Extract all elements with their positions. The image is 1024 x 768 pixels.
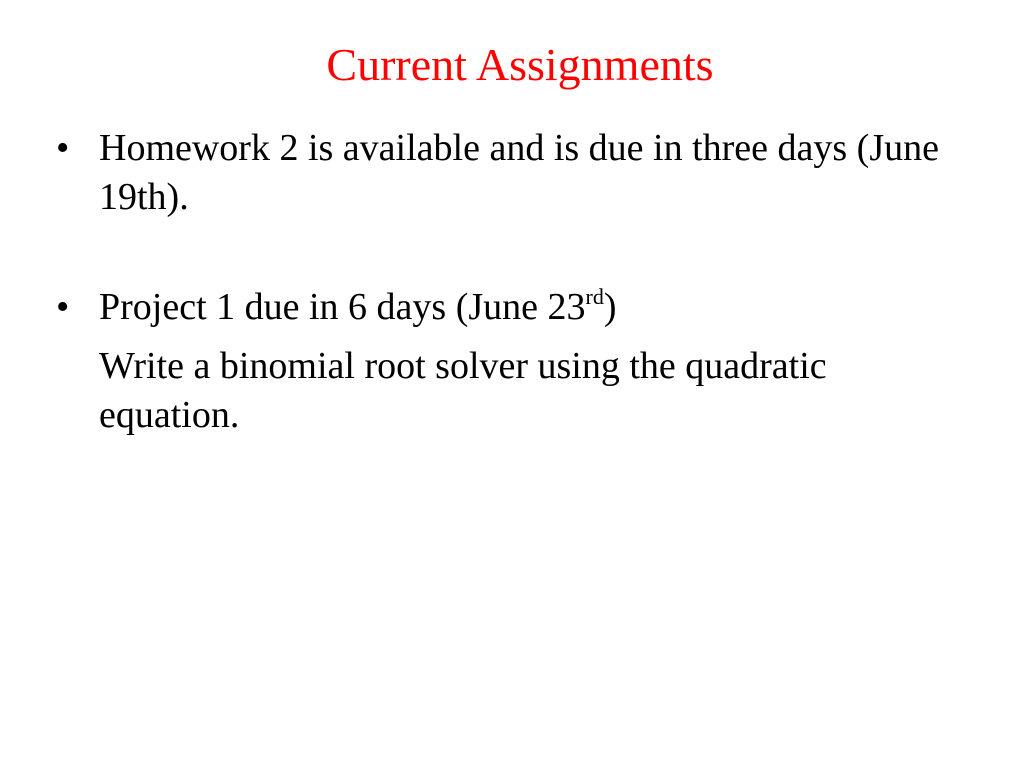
bullet-project-text-close: )	[603, 286, 617, 328]
slide-title: Current Assignments	[326, 39, 714, 90]
bullet-project-subtext: Write a binomial root solver using the quadratic equation.	[99, 345, 827, 436]
bullet-project-text-main: Project 1 due in 6 days (June 23	[99, 286, 586, 328]
bullet-marker: •	[56, 286, 70, 328]
bullet-project-ordinal-suffix: rd	[585, 284, 604, 309]
bullet-homework-text: Homework 2 is available and is due in three days (June 19th).	[99, 127, 939, 218]
bullet-marker: •	[56, 127, 70, 169]
bullet-list	[56, 124, 956, 440]
bullet-project	[56, 283, 956, 440]
bullet-homework	[56, 124, 956, 222]
bullet-project-text	[99, 283, 956, 332]
